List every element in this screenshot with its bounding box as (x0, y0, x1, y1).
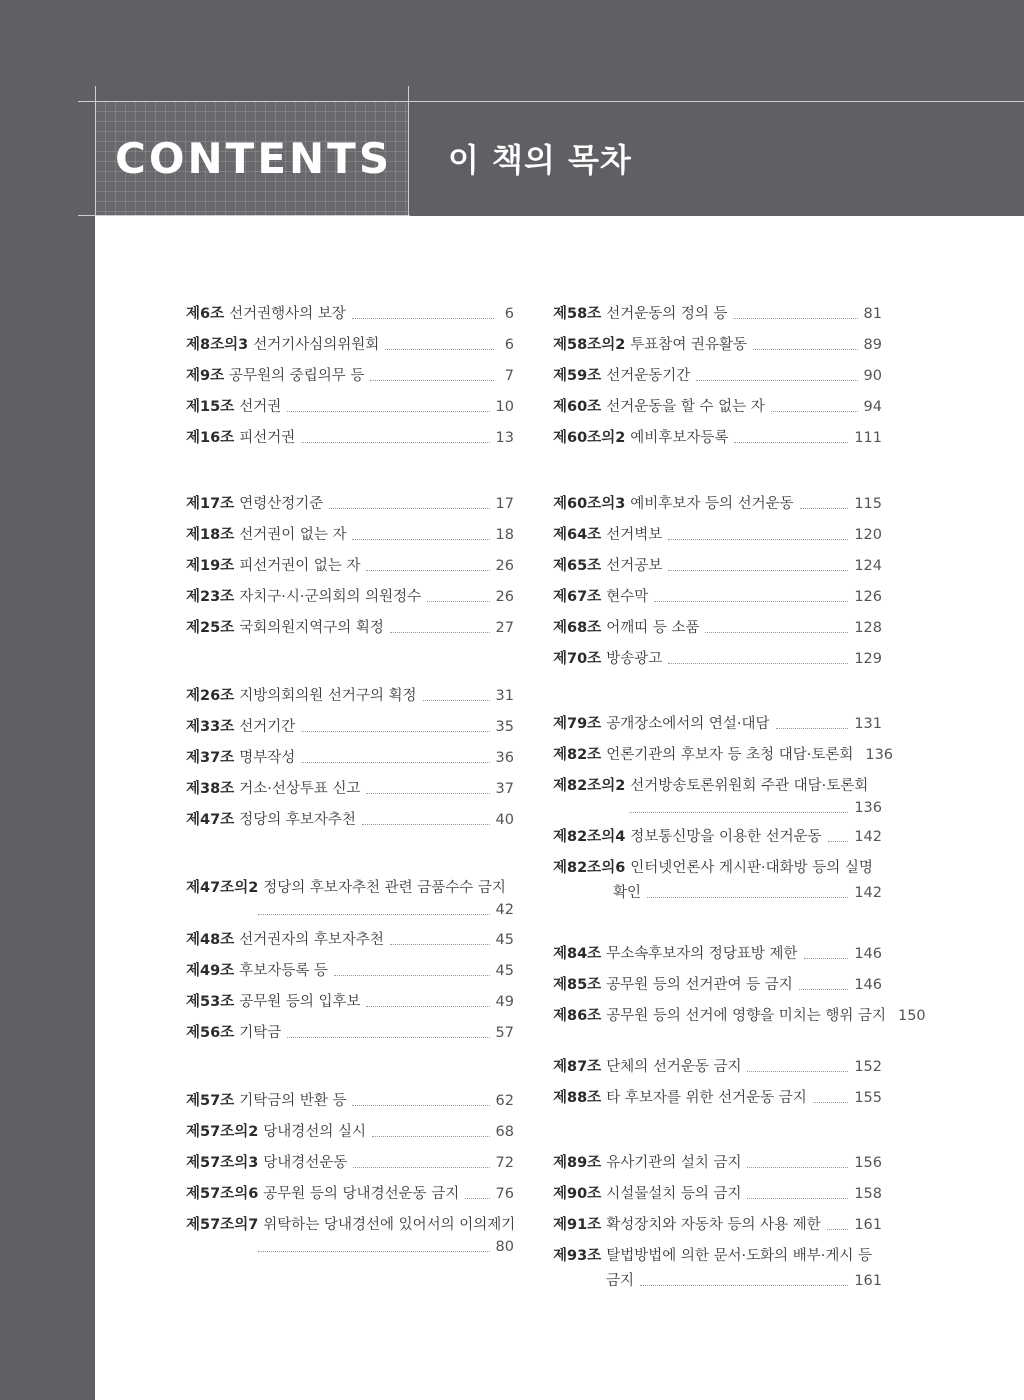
toc-entry[interactable] (186, 334, 514, 356)
toc-entry-title: 타 후보자를 위한 선거운동 금지 (606, 1090, 807, 1106)
toc-entry-title: 방송광고 (606, 651, 663, 667)
toc-page-number: 146 (854, 946, 882, 962)
toc-entry-title: 언론기관의 후보자 등 초청 대담·토론회 (606, 747, 854, 763)
toc-entry[interactable] (553, 826, 882, 848)
toc-article-number: 제49조 (186, 963, 235, 979)
dotted-leader (352, 317, 494, 319)
dotted-leader (705, 631, 848, 633)
toc-page-number: 129 (854, 651, 882, 667)
dotted-leader (362, 823, 490, 825)
toc-page-number: 161 (854, 1273, 882, 1289)
toc-entry-title: 선거권이 없는 자 (239, 527, 347, 543)
toc-article-number: 제15조 (186, 399, 235, 415)
toc-article-number: 제57조의6 (186, 1186, 259, 1202)
toc-page-number: 57 (495, 1025, 514, 1041)
toc-page-number: 146 (854, 977, 882, 993)
toc-entry[interactable] (186, 1214, 514, 1258)
toc-article-number: 제33조 (186, 719, 235, 735)
toc-page-number: 42 (495, 902, 514, 918)
header-rule-divider (408, 86, 409, 216)
toc-page-number: 136 (865, 747, 894, 763)
toc-article-number: 제68조 (553, 620, 602, 636)
toc-page-number: 111 (854, 430, 882, 446)
toc-entry-title: 유사기관의 설치 금지 (606, 1155, 742, 1171)
toc-entry-title: 정당의 후보자추천 관련 금품수수 금지 (263, 880, 506, 896)
toc-page-number: 155 (854, 1090, 882, 1106)
toc-entry[interactable] (186, 991, 514, 1013)
toc-entry-title: 연령산정기준 (239, 496, 324, 512)
dotted-leader (647, 896, 848, 898)
toc-entry-title: 선거권 (239, 399, 282, 415)
toc-page-number: 142 (854, 829, 882, 845)
toc-entry[interactable] (553, 943, 882, 965)
toc-page-number: 35 (495, 719, 514, 735)
toc-article-number: 제25조 (186, 620, 235, 636)
toc-article-number: 제86조 (553, 1008, 602, 1024)
dotted-leader (804, 957, 849, 959)
dotted-leader (366, 792, 489, 794)
toc-article-number: 제90조 (553, 1186, 602, 1202)
dotted-leader (329, 507, 489, 509)
dotted-leader (301, 761, 489, 763)
toc-page-number: 120 (854, 527, 882, 543)
toc-article-number: 제58조의2 (553, 337, 626, 353)
toc-article-number: 제59조 (553, 368, 602, 384)
toc-entry[interactable] (553, 974, 882, 996)
toc-entry-title: 무소속후보자의 정당표방 제한 (606, 946, 798, 962)
toc-entry[interactable] (553, 555, 882, 577)
toc-article-number: 제82조의4 (553, 829, 626, 845)
toc-entry[interactable] (553, 857, 882, 879)
toc-page-number: 94 (863, 399, 882, 415)
dotted-leader (390, 631, 490, 633)
toc-entry-title: 기탁금의 반환 등 (239, 1093, 347, 1109)
toc-entry[interactable] (553, 775, 882, 819)
toc-article-number: 제60조의3 (553, 496, 626, 512)
dotted-leader (366, 1005, 489, 1007)
toc-page-number: 45 (495, 932, 514, 948)
toc-entry-title: 위탁하는 당내경선에 있어서의 이의제기 (263, 1217, 516, 1233)
dotted-leader (747, 1070, 848, 1072)
toc-article-number: 제53조 (186, 994, 235, 1010)
header-rule-bottom (78, 215, 410, 216)
toc-article-number: 제82조 (553, 747, 602, 763)
toc-page-number: 40 (495, 812, 514, 828)
toc-article-number: 제17조 (186, 496, 235, 512)
dotted-leader (465, 1197, 489, 1199)
toc-article-number: 제8조의3 (186, 337, 249, 353)
toc-entry[interactable] (186, 929, 514, 951)
toc-entry-title: 기탁금 (239, 1025, 282, 1041)
toc-page-number: 80 (495, 1239, 514, 1255)
dotted-leader (640, 1284, 848, 1286)
dotted-leader (654, 600, 848, 602)
dotted-leader (287, 410, 489, 412)
toc-entry[interactable] (553, 1005, 926, 1027)
toc-page-number: 62 (495, 1093, 514, 1109)
toc-article-number: 제87조 (553, 1059, 602, 1075)
toc-entry-title: 선거운동기간 (606, 368, 691, 384)
toc-entry-title: 단체의 선거운동 금지 (606, 1059, 742, 1075)
toc-entry[interactable] (553, 1152, 882, 1174)
toc-entry-title: 선거운동의 정의 등 (606, 306, 728, 322)
dotted-leader (747, 1166, 848, 1168)
toc-page-number: 128 (854, 620, 882, 636)
toc-page-number: 37 (495, 781, 514, 797)
toc-entry-title: 당내경선운동 (263, 1155, 348, 1171)
toc-article-number: 제65조 (553, 558, 602, 574)
toc-article-number: 제60조의2 (553, 430, 626, 446)
toc-entry-title-continued: 확인 (613, 885, 642, 901)
toc-entry-title: 예비후보자등록 (630, 430, 729, 446)
toc-entry[interactable] (186, 493, 514, 515)
toc-entry-title: 공개장소에서의 연설·대담 (606, 716, 770, 732)
dotted-leader (696, 379, 857, 381)
header-rule-left (95, 86, 96, 216)
dotted-leader (776, 727, 849, 729)
dotted-leader (668, 662, 848, 664)
dotted-leader (258, 913, 490, 915)
toc-entry[interactable] (186, 396, 514, 418)
toc-entry-title: 선거방송토론위원회 주관 대담·토론회 (630, 778, 869, 794)
toc-entry-title: 투표참여 권유활동 (630, 337, 747, 353)
toc-entry[interactable] (186, 365, 514, 387)
toc-entry[interactable] (553, 586, 882, 608)
toc-entry[interactable] (186, 877, 514, 921)
header-rule-top (78, 101, 1024, 102)
toc-entry-title: 선거운동을 할 수 없는 자 (606, 399, 765, 415)
dotted-leader (385, 348, 494, 350)
dotted-leader (747, 1197, 848, 1199)
toc-page-number: 131 (854, 716, 882, 732)
toc-entry[interactable] (186, 685, 514, 707)
toc-entry-title: 선거기사심의위원회 (253, 337, 380, 353)
toc-article-number: 제56조 (186, 1025, 235, 1041)
toc-page-number: 152 (854, 1059, 882, 1075)
toc-article-number: 제57조의2 (186, 1124, 259, 1140)
toc-entry[interactable] (553, 524, 882, 546)
toc-article-number: 제19조 (186, 558, 235, 574)
toc-page-number: 26 (495, 558, 514, 574)
dotted-leader (800, 507, 849, 509)
toc-entry-title: 공무원 등의 당내경선운동 금지 (263, 1186, 460, 1202)
dotted-leader (366, 569, 489, 571)
toc-entry[interactable] (186, 1183, 514, 1205)
dotted-leader (733, 317, 857, 319)
toc-entry[interactable] (553, 1245, 882, 1267)
toc-page-number: 115 (854, 496, 882, 512)
toc-page-number: 17 (495, 496, 514, 512)
dotted-leader (668, 538, 848, 540)
dotted-leader (813, 1101, 849, 1103)
toc-entry[interactable] (186, 716, 514, 738)
toc-entry[interactable] (553, 1214, 882, 1236)
toc-entry-title: 확성장치와 자동차 등의 사용 제한 (606, 1217, 821, 1233)
toc-page-number: 72 (495, 1155, 514, 1171)
toc-article-number: 제57조의3 (186, 1155, 259, 1171)
dotted-leader (668, 569, 848, 571)
toc-entry-title: 선거권자의 후보자추천 (239, 932, 384, 948)
toc-article-number: 제93조 (553, 1248, 602, 1264)
toc-entry[interactable] (186, 960, 514, 982)
toc-entry-title: 어깨띠 등 소품 (606, 620, 700, 636)
toc-entry[interactable] (186, 809, 514, 831)
dotted-leader (352, 1104, 489, 1106)
toc-entry-title: 시설물설치 등의 금지 (606, 1186, 742, 1202)
toc-entry-title: 정당의 후보자추천 (239, 812, 356, 828)
toc-entry-title: 예비후보자 등의 선거운동 (630, 496, 794, 512)
toc-entry-title: 현수막 (606, 589, 649, 605)
toc-entry-continued[interactable] (606, 1270, 882, 1292)
dotted-leader (372, 1135, 490, 1137)
dotted-leader (390, 943, 490, 945)
toc-article-number: 제89조 (553, 1155, 602, 1171)
toc-entry[interactable] (186, 555, 514, 577)
toc-article-number: 제84조 (553, 946, 602, 962)
toc-entry[interactable] (186, 747, 514, 769)
toc-article-number: 제38조 (186, 781, 235, 797)
toc-page-number: 158 (854, 1186, 882, 1202)
toc-article-number: 제26조 (186, 688, 235, 704)
toc-article-number: 제82조의2 (553, 778, 626, 794)
toc-article-number: 제60조 (553, 399, 602, 415)
toc-entry[interactable] (553, 744, 894, 766)
toc-article-number: 제37조 (186, 750, 235, 766)
dotted-leader (827, 1228, 849, 1230)
dotted-leader (629, 811, 848, 813)
toc-article-number: 제67조 (553, 589, 602, 605)
toc-article-number: 제9조 (186, 368, 225, 384)
toc-entry[interactable] (553, 617, 882, 639)
toc-entry[interactable] (186, 1022, 514, 1044)
toc-entry-title: 공무원 등의 선거관여 등 금지 (606, 977, 793, 993)
toc-entry-title: 후보자등록 등 (239, 963, 328, 979)
dotted-leader (258, 1250, 490, 1252)
toc-page-number: 150 (897, 1008, 926, 1024)
toc-page-number: 6 (504, 337, 514, 353)
dotted-leader (427, 600, 489, 602)
toc-entry-title: 선거권행사의 보장 (229, 306, 346, 322)
toc-entry-title: 당내경선의 실시 (263, 1124, 366, 1140)
toc-entry[interactable] (186, 303, 514, 325)
toc-page-number: 126 (854, 589, 882, 605)
dotted-leader (828, 840, 849, 842)
contents-heading: CONTENTS (115, 134, 393, 183)
toc-entry-title: 자치구·시·군의회의 의원정수 (239, 589, 422, 605)
toc-article-number: 제58조 (553, 306, 602, 322)
toc-page-number: 7 (504, 368, 514, 384)
toc-entry[interactable] (553, 1183, 882, 1205)
toc-entry[interactable] (186, 778, 514, 800)
dotted-leader (753, 348, 858, 350)
toc-article-number: 제57조 (186, 1093, 235, 1109)
dotted-leader (799, 988, 849, 990)
dotted-leader (287, 1036, 489, 1038)
toc-page-number: 49 (495, 994, 514, 1010)
toc-article-number: 제57조의7 (186, 1217, 259, 1233)
toc-page-number: 136 (854, 800, 882, 816)
toc-entry-title: 선거기간 (239, 719, 296, 735)
toc-page-number: 161 (854, 1217, 882, 1233)
toc-page-number: 142 (854, 885, 882, 901)
toc-entry[interactable] (186, 1152, 514, 1174)
dotted-leader (352, 538, 489, 540)
toc-page-number: 27 (495, 620, 514, 636)
toc-article-number: 제88조 (553, 1090, 602, 1106)
toc-page-number: 124 (854, 558, 882, 574)
toc-page-number: 36 (495, 750, 514, 766)
toc-entry[interactable] (186, 1121, 514, 1143)
dotted-leader (734, 441, 848, 443)
page-title: 이 책의 목차 (448, 141, 632, 179)
toc-entry[interactable] (553, 648, 882, 670)
toc-page-number: 26 (495, 589, 514, 605)
dotted-leader (771, 410, 858, 412)
toc-entry-title: 피선거권이 없는 자 (239, 558, 361, 574)
toc-article-number: 제18조 (186, 527, 235, 543)
toc-page-number: 156 (854, 1155, 882, 1171)
toc-entry[interactable] (186, 617, 514, 639)
toc-entry-title: 인터넷언론사 게시판·대화방 등의 실명 (630, 860, 873, 876)
toc-entry-title: 공무원의 중립의무 등 (229, 368, 365, 384)
toc-article-number: 제91조 (553, 1217, 602, 1233)
toc-entry[interactable] (186, 586, 514, 608)
toc-entry[interactable] (553, 1087, 882, 1109)
toc-page-number: 45 (495, 963, 514, 979)
toc-article-number: 제23조 (186, 589, 235, 605)
toc-page-number: 68 (495, 1124, 514, 1140)
toc-entry-continued[interactable] (613, 882, 882, 904)
toc-article-number: 제79조 (553, 716, 602, 732)
toc-entry[interactable] (553, 365, 882, 387)
toc-entry-title: 선거공보 (606, 558, 663, 574)
toc-page-number: 90 (863, 368, 882, 384)
dotted-leader (353, 1166, 489, 1168)
toc-entry[interactable] (553, 427, 882, 449)
toc-entry-title: 선거벽보 (606, 527, 663, 543)
toc-article-number: 제70조 (553, 651, 602, 667)
toc-entry-title: 지방의회의원 선거구의 획정 (239, 688, 417, 704)
toc-article-number: 제85조 (553, 977, 602, 993)
dotted-leader (423, 699, 490, 701)
toc-entry[interactable] (553, 493, 882, 515)
toc-entry[interactable] (186, 427, 514, 449)
toc-entry[interactable] (553, 396, 882, 418)
toc-article-number: 제47조 (186, 812, 235, 828)
toc-entry[interactable] (186, 524, 514, 546)
toc-article-number: 제16조 (186, 430, 235, 446)
dotted-leader (334, 974, 490, 976)
toc-article-number: 제64조 (553, 527, 602, 543)
toc-entry-title: 국회의원지역구의 획정 (239, 620, 384, 636)
dotted-leader (370, 379, 494, 381)
toc-page-number: 13 (495, 430, 514, 446)
toc-entry[interactable] (553, 303, 882, 325)
toc-page-number: 81 (863, 306, 882, 322)
toc-page-number: 6 (504, 306, 514, 322)
toc-entry-title: 정보통신망을 이용한 선거운동 (630, 829, 822, 845)
toc-page-number: 31 (495, 688, 514, 704)
toc-article-number: 제82조의6 (553, 860, 626, 876)
toc-page-number: 10 (495, 399, 514, 415)
toc-entry[interactable] (186, 1090, 514, 1112)
toc-entry-title: 탈법방법에 의한 문서·도화의 배부·게시 등 (606, 1248, 872, 1264)
toc-page-number: 89 (863, 337, 882, 353)
left-margin-strip (0, 216, 95, 1400)
toc-entry[interactable] (553, 1056, 882, 1078)
toc-article-number: 제47조의2 (186, 880, 259, 896)
toc-entry-title: 피선거권 (239, 430, 296, 446)
toc-entry-title: 공무원 등의 입후보 (239, 994, 361, 1010)
toc-page-number: 18 (495, 527, 514, 543)
toc-entry[interactable] (553, 713, 882, 735)
toc-entry-title: 명부작성 (239, 750, 296, 766)
dotted-leader (301, 730, 489, 732)
toc-page-number: 76 (495, 1186, 514, 1202)
toc-entry-title: 공무원 등의 선거에 영향을 미치는 행위 금지 (606, 1008, 886, 1024)
toc-article-number: 제48조 (186, 932, 235, 948)
toc-entry-title-continued: 금지 (606, 1273, 635, 1289)
dotted-leader (301, 441, 489, 443)
toc-entry[interactable] (553, 334, 882, 356)
toc-article-number: 제6조 (186, 306, 225, 322)
toc-entry-title: 거소·선상투표 신고 (239, 781, 361, 797)
